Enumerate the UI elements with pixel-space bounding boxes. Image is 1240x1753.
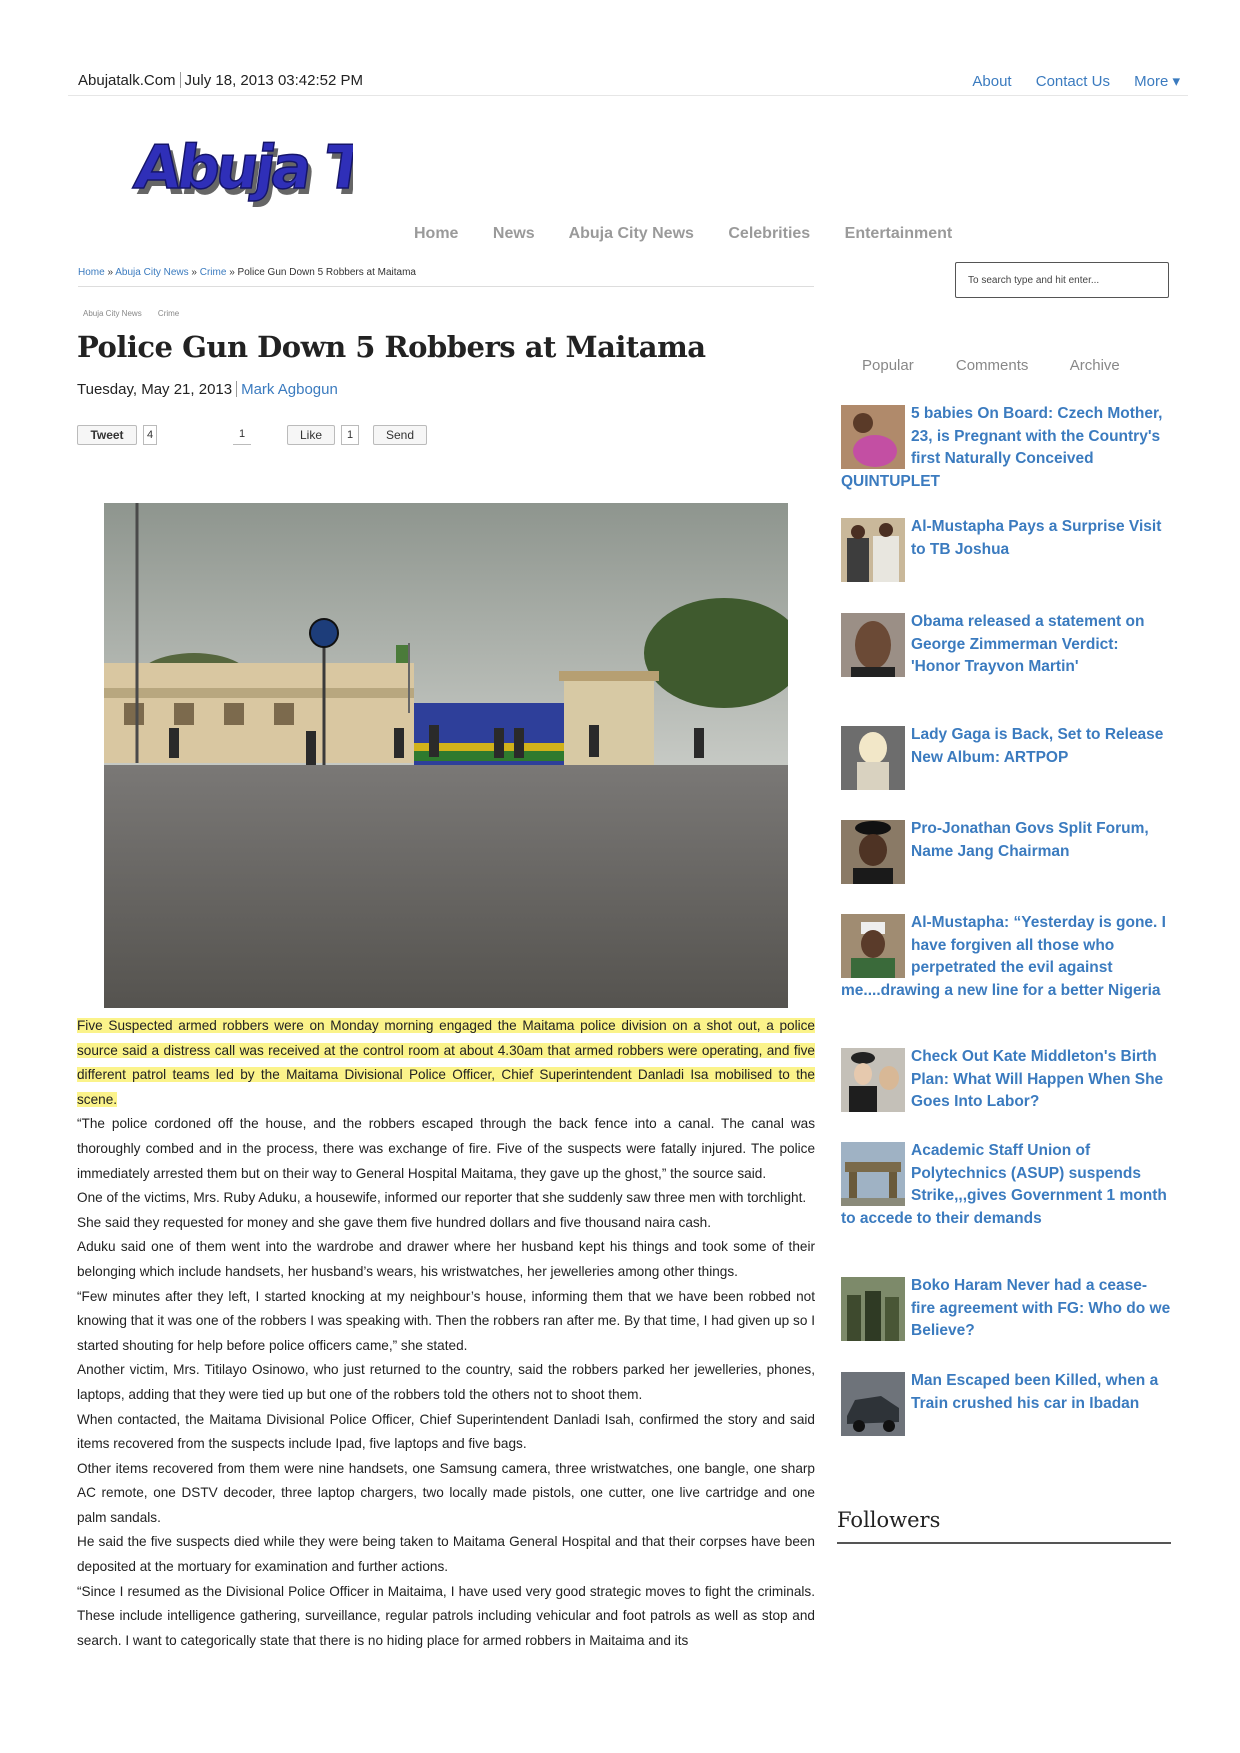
sidebar-post-title: Academic Staff Union of Polytechnics (ASUP) suspends Strike,,,gives Government 1 month to accede to their demands — [841, 1142, 1167, 1227]
polytechnic-gate-photo-icon — [841, 1142, 905, 1206]
more-menu[interactable]: More ▾ — [1134, 73, 1180, 90]
category-tag[interactable]: Crime — [157, 309, 180, 318]
svg-text:Abuja Talk: Abuja Talk — [130, 133, 353, 203]
tab-archive[interactable]: Archive — [1069, 357, 1120, 374]
article-paragraph: One of the victims, Mrs. Ruby Aduku, a housewife, informed our reporter that she suddenly saw three men with torchlight. — [77, 1190, 807, 1206]
nav-news[interactable]: News — [492, 225, 535, 242]
sidebar-post[interactable] — [841, 1046, 1171, 1114]
article-date: Tuesday, May 21, 2013 — [77, 381, 233, 398]
article-body — [77, 1014, 815, 1653]
nav-abuja-city-news[interactable]: Abuja City News — [568, 225, 694, 242]
article-paragraph: When contacted, the Maitama Divisional Police Officer, Chief Superintendent Danladi Isah, confirmed the story and said items recovered from the suspects include Ipad, five laptops and five bags. — [77, 1411, 815, 1452]
plus-one-count: 1 — [233, 425, 251, 445]
article-paragraph: Aduku said one of them went into the wardrobe and drawer where her husband kept his things and took some of their belonging which include handsets, her husband’s wears, his wristwatches, her jewelleries among other things. — [77, 1239, 815, 1279]
search-input[interactable]: To search type and hit enter... — [955, 262, 1169, 298]
breadcrumb — [78, 267, 814, 287]
abuja-talk-logo — [128, 118, 353, 228]
sidebar-post-title: Al-Mustapha Pays a Surprise Visit to TB Joshua — [911, 518, 1162, 558]
sidebar-post-title: Lady Gaga is Back, Set to Release New Album: ARTPOP — [911, 726, 1164, 766]
nav-entertainment[interactable]: Entertainment — [844, 225, 953, 242]
like-count: 1 — [341, 425, 359, 445]
about-link[interactable]: About — [972, 73, 1012, 90]
followers-heading: Followers — [837, 1508, 1171, 1544]
like-button[interactable]: Like — [287, 425, 335, 445]
main-nav — [414, 225, 982, 243]
tweet-button[interactable]: Tweet — [77, 425, 137, 445]
al-mustapha-photo-icon — [841, 914, 905, 978]
site-name[interactable]: Abujatalk.Com — [78, 72, 176, 89]
pregnant-woman-photo-icon — [841, 405, 905, 469]
article-paragraph: She said they requested for money and she gave them five hundred dollars and five thousand naira cash. — [77, 1214, 712, 1230]
svg-text:Abuja Talk: Abuja Talk — [134, 139, 353, 209]
crushed-car-photo-icon — [841, 1372, 905, 1436]
article-paragraph: Another victim, Mrs. Titilayo Osinowo, who just returned to the country, said the robbers parked her jewelleries, phones, laptops, adding that they were tied up but one of the robbers told the others not to shoot them. — [77, 1362, 815, 1402]
article-paragraph: “The police cordoned off the house, and the robbers escaped through the back fence into a canal. The canal was thoroughly combed and in the process, there was exchange of fire. Five of the suspects were fatally injured. The police immediately arrested them but on their way to General Hospital Maitama, they gave up the ghost,” the source said. — [77, 1116, 815, 1181]
article-paragraph: He said the five suspects died while they were being taken to Maitama General Hospital and that their corpses have been deposited at the mortuary for examination and further actions. — [77, 1534, 815, 1575]
top-bar — [68, 62, 1188, 96]
article-photo — [104, 503, 788, 1008]
site-header-info — [78, 72, 363, 89]
soldiers-photo-icon — [841, 1277, 905, 1341]
tab-popular[interactable]: Popular — [862, 357, 914, 374]
sidebar-post[interactable] — [841, 516, 1171, 582]
header-datetime: July 18, 2013 03:42:52 PM — [184, 72, 364, 89]
category-tag[interactable]: Abuja City News — [83, 309, 142, 318]
sidebar-post[interactable] — [841, 611, 1171, 679]
tweet-count: 4 — [143, 425, 157, 445]
sidebar-post[interactable] — [841, 1370, 1171, 1436]
sidebar-post[interactable] — [841, 818, 1171, 884]
sidebar-post[interactable] — [841, 403, 1171, 493]
divider — [180, 72, 181, 88]
sidebar-post-title: 5 babies On Board: Czech Mother, 23, is Pregnant with the Country's first Naturally Conceived QUINTUPLET — [841, 405, 1163, 490]
breadcrumb-abuja-city-news[interactable]: Abuja City News — [115, 267, 189, 278]
article-byline — [77, 381, 338, 398]
article-paragraph — [77, 1014, 815, 1112]
breadcrumb-sep: » — [188, 267, 200, 278]
sidebar-tabs — [862, 357, 1158, 374]
nav-celebrities[interactable]: Celebrities — [728, 225, 811, 242]
breadcrumb-sep: » — [226, 267, 238, 278]
site-logo[interactable] — [128, 118, 353, 228]
sidebar-post[interactable] — [841, 1140, 1171, 1230]
article-author[interactable]: Mark Agbogun — [241, 381, 338, 398]
breadcrumb-sep: » — [104, 267, 116, 278]
sidebar-post-title: Al-Mustapha: “Yesterday is gone. I have forgiven all those who perpetrated the evil against me....drawing a new line for a better Nigeria — [841, 914, 1166, 999]
sidebar-post[interactable] — [841, 1275, 1171, 1343]
breadcrumb-crime[interactable]: Crime — [199, 267, 227, 278]
article-paragraph: “Since I resumed as the Divisional Police Officer in Maitaima, I have used very good strategic moves to fight the criminals. These include intelligence gathering, surveillance, regular patrols including vehicular and foot patrols as well as stop and search. I want to categorically state that there is no hiding place for armed robbers in Maitaima and its — [77, 1583, 815, 1648]
sidebar-post-title: Boko Haram Never had a cease-fire agreement with FG: Who do we Believe? — [911, 1277, 1171, 1340]
breadcrumb-current: Police Gun Down 5 Robbers at Maitama — [237, 267, 416, 278]
obama-photo-icon — [841, 613, 905, 677]
send-button[interactable]: Send — [373, 425, 427, 445]
divider — [236, 381, 237, 397]
contact-us-link[interactable]: Contact Us — [1035, 73, 1110, 90]
highlighted-lead: Five Suspected armed robbers were on Monday morning engaged the Maitama police division on a shot out, a police source said a distress call was received at the control room at about 4.30am that armed robbers were operating, and five different patrol teams led by the Maitama Divisional Police Officer, Chief Superintendent Danladi Isa mobilised to the scene. — [77, 1018, 815, 1107]
sidebar-post[interactable] — [841, 724, 1171, 790]
lady-gaga-photo-icon — [841, 726, 905, 790]
article-paragraph: Other items recovered from them were nine handsets, one Samsung camera, three wristwatches, one bangle, one sharp AC remote, one DSTV decoder, three laptop chargers, two locally made pistols, one cutter, one live cartridge and one palm sandals. — [77, 1460, 815, 1525]
article-title: Police Gun Down 5 Robbers at Maitama — [77, 330, 706, 364]
sidebar-post-title: Obama released a statement on George Zimmerman Verdict: 'Honor Trayvon Martin' — [911, 613, 1145, 676]
jonathan-photo-icon — [841, 820, 905, 884]
nav-home[interactable]: Home — [414, 225, 459, 242]
two-men-photo-icon — [841, 518, 905, 582]
kate-middleton-photo-icon — [841, 1048, 905, 1112]
category-tags — [83, 309, 193, 318]
sidebar-post-title: Pro-Jonathan Govs Split Forum, Name Jang Chairman — [911, 820, 1149, 860]
top-links — [952, 72, 1180, 90]
tab-comments[interactable]: Comments — [955, 357, 1029, 374]
breadcrumb-home[interactable]: Home — [78, 267, 105, 278]
sidebar-post[interactable] — [841, 912, 1171, 1002]
sidebar-post-title: Check Out Kate Middleton's Birth Plan: What Will Happen When She Goes Into Labor? — [911, 1048, 1164, 1111]
police-station-photo — [104, 503, 788, 1008]
sidebar-post-title: Man Escaped been Killed, when a Train crushed his car in Ibadan — [911, 1372, 1159, 1412]
article-paragraph: “Few minutes after they left, I started knocking at my neighbour’s house, informing them that we have been robbed not knowing that it was one of the robbers I was speaking with. Then the robbers ran after me. By that time, I had given up so I started shouting for help before police officers came,” she stated. — [77, 1288, 815, 1353]
